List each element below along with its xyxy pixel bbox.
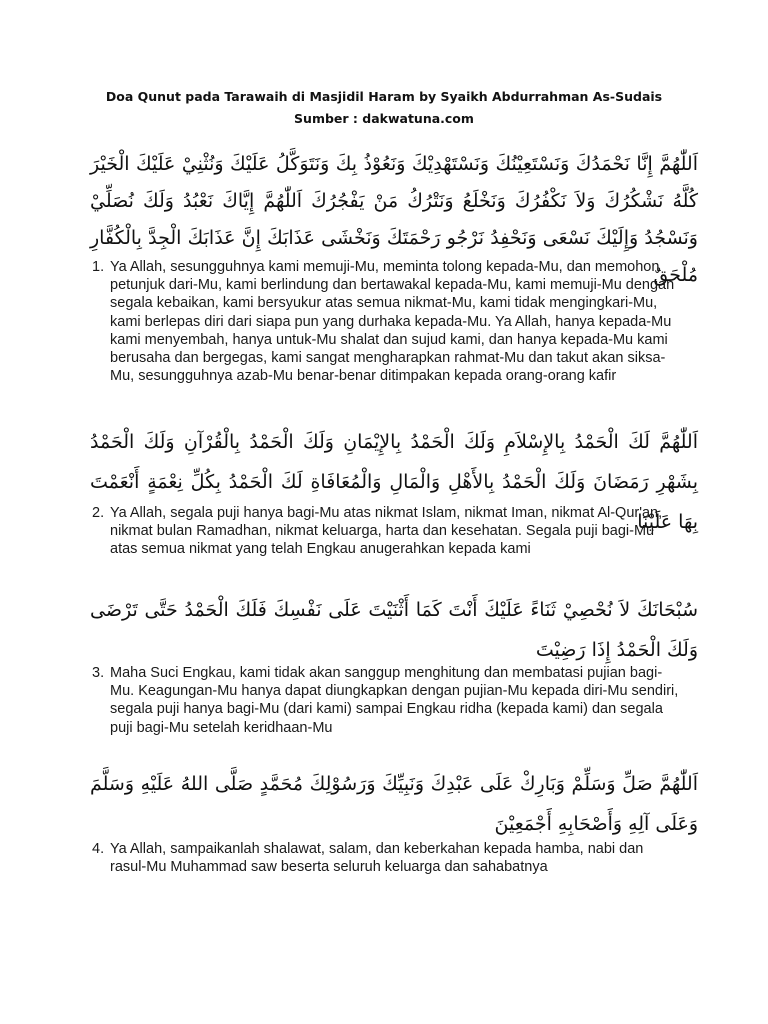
document-title: Doa Qunut pada Tarawaih di Masjidil Haram by Syaikh Abdurrahman As-Sudais [105,89,663,104]
paragraph-number: 2. [92,505,105,521]
paragraph-text: Maha Suci Engkau, kami tidak akan sanggup menghitung dan membatasi pujian bagi-Mu. Keagungan-Mu hanya dapat diungkapkan dengan pujian-Mu kepada diri-Mu sendiri, segala puji hanya bagi-Mu (dari kami) sampai Engkau ridha (kepada kami) dan segala puji bagi-Mu setelah keridhaan-Mu [110,665,679,736]
paragraph-text: Ya Allah, sesungguhnya kami memuji-Mu, meminta tolong kepada-Mu, dan memohon petunjuk dari-Mu, kami berlindung dan bertawakal kepada-Mu, kami memuji-Mu dengan segala kebaikan, kami bersyukur atas semua nikmat-Mu, kami tidak mengingkari-Mu, kami berlepas diri dari siapa pun yang durhaka kepada-Mu. Ya Allah, hanya kepada-Mu kami menyembah, hanya untuk-Mu shalat dan sujud kami, dan hanya kepada-Mu kami berusaha dan bergegas, kami sangat mengharapkan rahmat-Mu dan takut akan siksa-Mu, sesungguhnya azab-Mu benar-benar ditimpakan kepada orang-orang kafir [110,259,675,385]
document-source: Sumber : dakwatuna.com [294,111,474,126]
paragraph-text: Ya Allah, segala puji hanya bagi-Mu atas nikmat Islam, nikmat Iman, nikmat Al-Qur'an, nikmat bulan Ramadhan, nikmat keluarga, harta dan kesehatan. Segala puji bagi-Mu atas semua nikmat yang telah Engkau anugerahkan kepada kami [110,505,663,558]
arabic-prayer-1: اَللّٰهُمَّ إِنَّا نَحْمَدُكَ وَنَسْتَعِيْنُكَ وَنَسْتَهْدِيْكَ وَنَعُوْذُ بِكَ وَنَتَوَكَّلُ عَلَيْكَ وَنُثْنِيْ عَلَيْكَ الْخَيْرَ كُلَّهُ نَشْكُرُكَ وَلاَ نَكْفُرُكَ وَنَخْلَعُ وَنَتْرُكُ مَنْ يَفْجُرُكَ اَللّٰهُمَّ إِيَّاكَ نَعْبُدُ وَلَكَ نُصَلِّيْ وَنَسْجُدُ وَإِلَيْكَ نَسْعَى وَنَحْفِدُ نَرْجُو رَحْمَتَكَ وَنَخْشَى عَذَابَكَ إِنَّ عَذَابَكَ الْجِدَّ بِالْكُفَّارِ مُلْحَقٌ [90,153,698,286]
paragraph-number: 3. [92,665,105,681]
arabic-prayer-2: اَللّٰهُمَّ لَكَ الْحَمْدُ بِالإِسْلاَمِ وَلَكَ الْحَمْدُ بِالإِيْمَانِ وَلَكَ الْحَمْدُ بِالْقُرْآنِ وَلَكَ الْحَمْدُ بِشَهْرِ رَمَضَانَ وَلَكَ الْحَمْدُ بِالأَهْلِ وَالْمَالِ وَالْمُعَافَاةِ لَكَ الْحَمْدُ بِكُلِّ نِعْمَةٍ أَنْعَمْتَ بِهَا عَلَيْنَا [90,431,698,533]
translation-paragraph-3 [92,664,682,737]
arabic-prayer-4: اَللّٰهُمَّ صَلِّ وَسَلِّمْ وَبَارِكْ عَلَى عَبْدِكَ وَنَبِيِّكَ وَرَسُوْلِكَ مُحَمَّدٍ صَلَّى اللهُ عَلَيْهِ وَسَلَّمَ وَعَلَى آلِهِ وَأَصْحَابِهِ أَجْمَعِيْنَ [90,773,698,835]
translation-paragraph-1 [92,258,682,385]
arabic-prayer-3: سُبْحَانَكَ لاَ نُحْصِيْ ثَنَاءً عَلَيْكَ أَنْتَ كَمَا أَثْنَيْتَ عَلَى نَفْسِكَ فَلَكَ الْحَمْدُ حَتَّى تَرْضَى وَلَكَ الْحَمْدُ إِذَا رَضِيْتَ [90,599,698,661]
paragraph-number: 1. [92,259,105,275]
translation-paragraph-4 [92,840,682,876]
paragraph-text: Ya Allah, sampaikanlah shalawat, salam, dan keberkahan kepada hamba, nabi dan rasul-Mu Muhammad saw beserta seluruh keluarga dan sahabatnya [110,841,644,876]
translation-paragraph-2 [92,504,682,559]
paragraph-number: 4. [92,841,105,857]
document-header [0,86,768,130]
